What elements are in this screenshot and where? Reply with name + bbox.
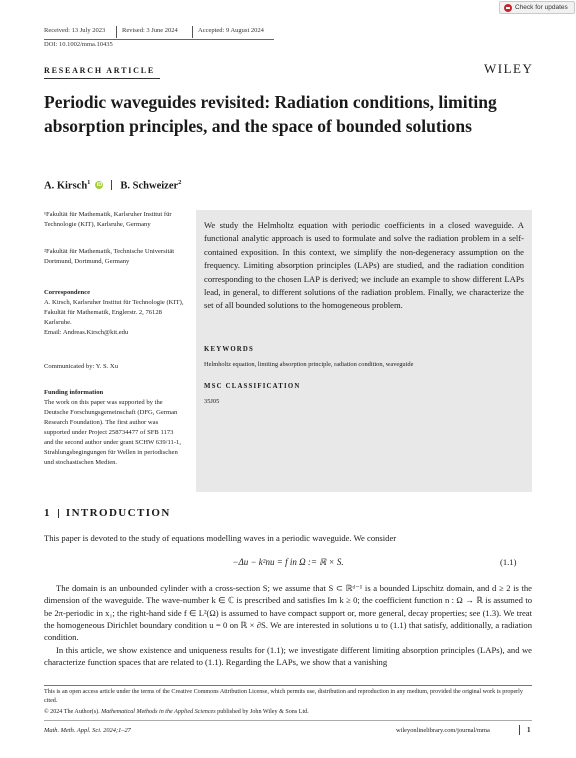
- keywords-text: Helmholtz equation, limiting absorption principle, radiation condition, waveguide: [204, 361, 414, 368]
- funding-block: [44, 388, 184, 468]
- check-for-updates-label: Check for updates: [515, 4, 568, 11]
- accepted-date: Accepted: 9 August 2024: [198, 27, 264, 34]
- wiley-logo: WILEY: [484, 61, 534, 76]
- correspondence-heading: Correspondence: [44, 289, 91, 296]
- correspondence-email[interactable]: Email: Andreas.Kirsch@kit.edu: [44, 329, 129, 336]
- orcid-icon[interactable]: iD: [96, 182, 103, 189]
- funding-text: The work on this paper was supported by the Deutsche Forschungsgemeinschaft (DFG, German Research Foundation). The first author was supported under Project 258734477 of SFB 1173 and the second author under grant SCHW 639/11-1, Strahlungsbegingungen für Wellen in periodischen und stochastischen Medien.: [44, 399, 181, 466]
- msc-text: 35J05: [204, 398, 220, 405]
- equation-1-1: −Δu − k²nu = f in Ω := ℝ × S.: [232, 557, 344, 567]
- page-number: 1: [527, 726, 531, 734]
- copyright-journal: Mathematical Methods in the Applied Sciences: [101, 709, 216, 715]
- journal-citation: Math. Meth. Appl. Sci. 2024;1–27: [44, 727, 131, 734]
- copyright-prefix: © 2024 The Author(s).: [44, 709, 102, 715]
- footer-rule: [44, 685, 532, 686]
- communicated-by: Communicated by: Y. S. Xu: [44, 363, 118, 370]
- check-for-updates-button[interactable]: [499, 1, 575, 14]
- intro-sentence: This paper is devoted to the study of equations modelling waves in a periodic waveguide. We consider: [44, 533, 397, 543]
- paper-title: Periodic waveguides revisited: Radiation conditions, limiting absorption principles, and the space of bounded solutions: [44, 92, 497, 136]
- paragraph-2: In this article, we show existence and uniqueness results for (1.1); we investigate different limiting absorption principles (LAPs), and we characterize function spaces that are related to (1.1). Regarding the LAPs, we show that a vanishing: [44, 645, 532, 668]
- author-name[interactable]: A. Kirsch$^1$: [44, 179, 91, 192]
- article-type-underline: [44, 78, 160, 79]
- msc-heading: MSC CLASSIFICATION: [204, 383, 301, 390]
- received-date: Received: 13 July 2023: [44, 27, 106, 34]
- footer-rule-2: [44, 720, 532, 721]
- affiliation-2: ²Fakultät für Mathematik, Technische Universität Dortmund, Dortmund, Germany: [44, 248, 175, 265]
- header-rule: [44, 39, 274, 40]
- doi[interactable]: DOI: 10.1002/mma.10435: [44, 41, 113, 48]
- copyright-line: [44, 708, 532, 717]
- crossmark-icon: [504, 4, 512, 12]
- author-divider: [111, 180, 112, 190]
- funding-heading: Funding information: [44, 389, 104, 396]
- keywords-heading: KEYWORDS: [204, 346, 255, 353]
- author-name[interactable]: B. Schweizer$^2$: [120, 179, 182, 192]
- header-divider: [116, 26, 117, 38]
- footer-divider: [519, 725, 520, 735]
- article-type: RESEARCH ARTICLE: [44, 66, 155, 75]
- affiliation-1: ¹Fakultät für Mathematik, Karlsruher Institut für Technologie (KIT), Karlsruhe, Germany: [44, 211, 172, 228]
- correspondence-block: [44, 288, 184, 338]
- paragraph-1: The domain is an unbounded cylinder with a cross-section S; we assume that S ⊂ ℝᵈ⁻¹ is a bounded Lipschitz domain, and d ≥ 2 is the dimension of the waveguide. The wave-number k ∈ ℂ is prescribed and satisfies Im k ≥ 0; the coefficient function n : Ω → ℝ is assumed to be 2π-periodic in x₁; the right-hand side f ∈ L²(Ω) is assumed to have compact support or, more general, decay properties; see (1.3). We treat the homogeneous Dirichlet boundary condition u = 0 on ℝ × ∂S. We are interested in solutions u to (1.1) that satisfy, additionally, a radiation condition.: [44, 583, 532, 643]
- journal-url[interactable]: wileyonlinelibrary.com/journal/mma: [396, 727, 490, 734]
- revised-date: Revised: 3 June 2024: [122, 27, 178, 34]
- copyright-suffix: published by John Wiley & Sons Ltd.: [215, 709, 309, 715]
- section-title: INTRODUCTION: [65, 507, 171, 519]
- section-divider: [58, 509, 59, 518]
- license-note: This is an open access article under the terms of the Creative Commons Attribution License, which permits use, distribution and reproduction in any medium, provided the original work is properly cited.: [44, 689, 523, 704]
- section-heading: [44, 507, 171, 519]
- section-number: 1: [44, 507, 51, 519]
- correspondence-text: A. Kirsch, Karlsruher Institut für Technologie (KIT), Fakultät für Mathematik, Englerstr. 2, 76128 Karlsruhe.: [44, 299, 184, 326]
- header-divider: [192, 26, 193, 38]
- abstract-text: We study the Helmholtz equation with periodic coefficients in a closed waveguide. A functional analytic approach is used to formulate and solve the radiation problem in a self-contained exposition. In this context, we simplify the non-degeneracy assumption on the frequency. Limiting absorption principles (LAPs) are studied, and the radiation condition corresponding to the chosen LAP is derived; we include an example to show different LAPs lead, in general, to different solutions of the radiation problem. Finally, we characterize the set of all bounded solutions to the homogeneous problem.: [204, 220, 524, 311]
- equation-number: (1.1): [500, 557, 517, 567]
- author-list: [44, 179, 181, 192]
